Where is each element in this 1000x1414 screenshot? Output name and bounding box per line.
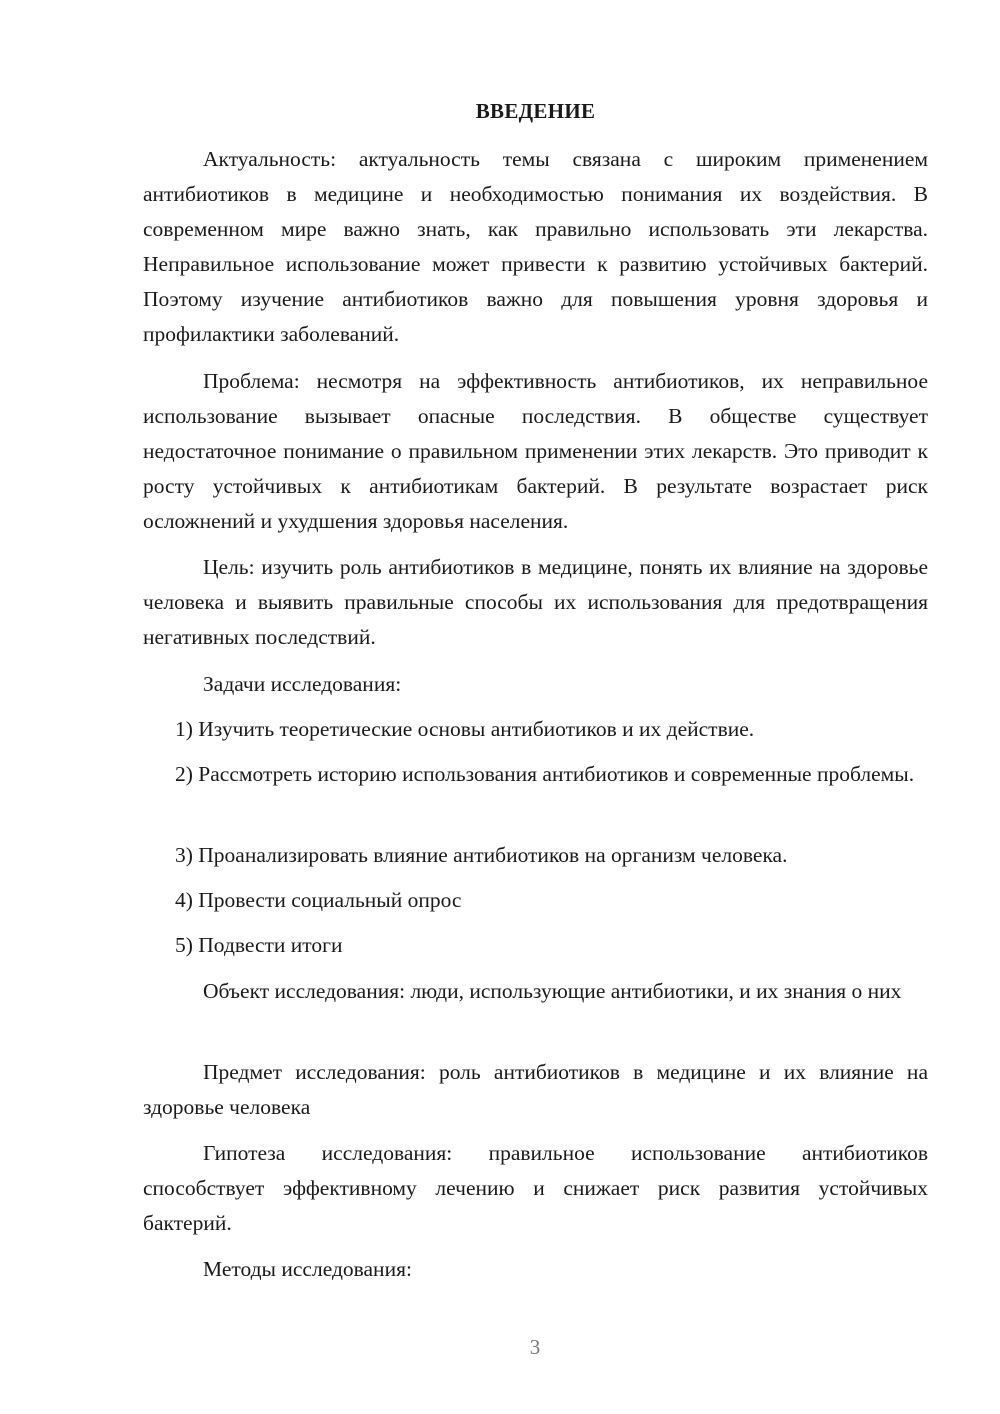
task-item-2: 2) Рассмотреть историю использования антибиотиков и современные проблемы.: [175, 762, 915, 786]
task-item-3: 3) Проанализировать влияние антибиотиков на организм человека.: [175, 843, 788, 867]
methods-heading: Методы исследования:: [203, 1257, 412, 1281]
task-item-5: 5) Подвести итоги: [175, 933, 343, 957]
task-item-4: 4) Провести социальный опрос: [175, 888, 462, 912]
page-number: 3: [529, 1335, 541, 1359]
problem-paragraph: Проблема: несмотря на эффективность антибиотиков, их неправильное использование вызывает опасные последствия. В обществе существует недостаточное понимание о правильном применении этих лекарств. Это приводит к росту устойчивых к антибиотикам бактерий. В результате возрастает риск осложнений и ухудшения здоровья населения.: [143, 369, 928, 533]
tasks-heading: Задачи исследования:: [203, 672, 402, 696]
goal-paragraph: Цель: изучить роль антибиотиков в медицине, понять их влияние на здоровье человека и выявить правильные способы их использования для предотвращения негативных последствий.: [143, 555, 928, 649]
hypothesis-paragraph: Гипотеза исследования: правильное использование антибиотиков способствует эффективному лечению и снижает риск развития устойчивых бактерий.: [143, 1141, 928, 1235]
task-item-1: 1) Изучить теоретические основы антибиотиков и их действие.: [175, 717, 755, 741]
relevance-paragraph: Актуальность: актуальность темы связана с широким применением антибиотиков в медицине и необходимостью понимания их воздействия. В современном мире важно знать, как правильно использовать эти лекарства. Неправильное использование может привести к развитию устойчивых бактерий. Поэтому изучение антибиотиков важно для повышения уровня здоровья и профилактики заболеваний.: [143, 147, 928, 346]
section-heading: ВВЕДЕНИЕ: [475, 99, 596, 123]
research-object-paragraph: Объект исследования: люди, использующие антибиотики, и их знания о них: [203, 979, 902, 1003]
research-subject-paragraph: Предмет исследования: роль антибиотиков в медицине и их влияние на здоровье человека: [143, 1060, 928, 1119]
